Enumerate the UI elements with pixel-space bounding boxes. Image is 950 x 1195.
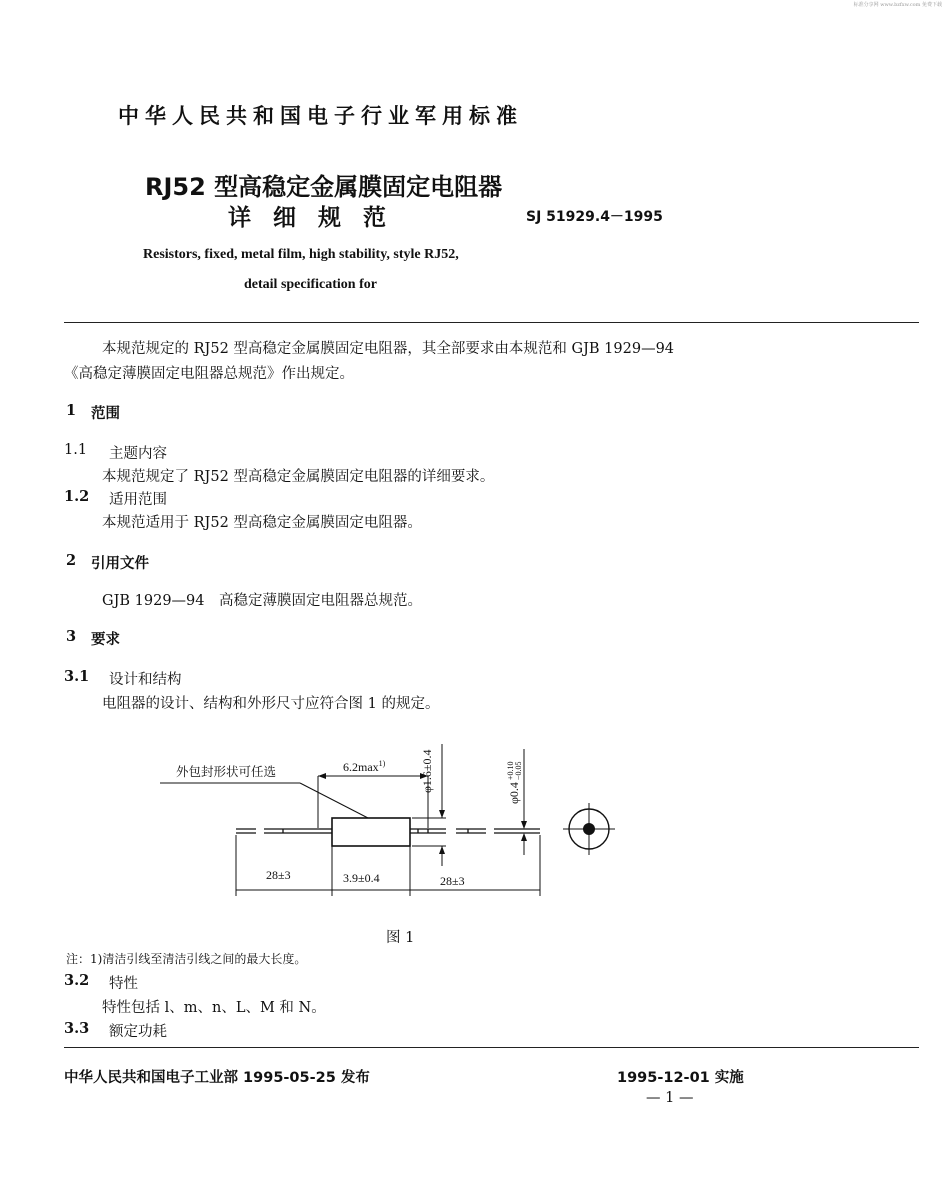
section-3-2-number: 3.2 [64, 972, 90, 989]
footer-divider [64, 1047, 919, 1048]
section-2-text: GJB 1929—94 高稳定薄膜固定电阻器总规范。 [102, 593, 423, 609]
section-3-3-title: 额定功耗 [109, 1024, 167, 1040]
english-title-line2: detail specification for [244, 277, 377, 292]
section-3-title: 要求 [91, 631, 120, 648]
section-2-title: 引用文件 [91, 555, 149, 572]
end-view-lead-dot [583, 823, 595, 835]
section-2-number: 2 [66, 552, 77, 569]
arrow-up [521, 833, 527, 841]
section-1-2-text: 本规范适用于 RJ52 型高稳定金属膜固定电阻器。 [102, 515, 422, 531]
section-3-1-number: 3.1 [64, 668, 90, 685]
section-3-1-text: 电阻器的设计、结构和外形尺寸应符合图 1 的规定。 [102, 696, 440, 712]
issuer-statement: 中华人民共和国电子工业部 1995-05-25 发布 [64, 1070, 370, 1086]
section-1-1-number: 1.1 [64, 442, 88, 458]
section-3-3-number: 3.3 [64, 1020, 90, 1037]
standard-category: 中华人民共和国电子行业军用标准 [118, 104, 523, 128]
section-3-2-text: 特性包括 l、m、n、L、M 和 N。 [102, 1000, 326, 1016]
intro-line1: 本规范规定的 RJ52 型高稳定金属膜固定电阻器，其全部要求由本规范和 GJB 1929—94 [102, 341, 675, 357]
section-1-1-text: 本规范规定了 RJ52 型高稳定金属膜固定电阻器的详细要求。 [102, 469, 495, 485]
document-code: SJ 51929.4－1995 [526, 209, 663, 225]
section-1-1-title: 主题内容 [109, 446, 167, 462]
lead-diameter-value: φ0.4 [507, 782, 521, 804]
body-diameter-label: φ1.6±0.4 [420, 749, 434, 793]
body-length-label: 3.9±0.4 [343, 871, 380, 885]
section-1-number: 1 [66, 402, 77, 419]
section-3-1-title: 设计和结构 [109, 672, 182, 688]
arrow-up [439, 846, 445, 854]
overall-length-value: 6.2max [343, 760, 379, 774]
left-lead-length-label: 28±3 [266, 868, 291, 882]
lead-tol-lower: −0.05 [514, 761, 524, 781]
page-number: — 1 — [646, 1090, 694, 1106]
arrow-down [521, 821, 527, 829]
figure-caption: 图 1 [386, 930, 415, 946]
corner-watermark: 标准分享网 www.bzfxw.com 免费下载 [853, 2, 942, 8]
intro-line2: 《高稳定薄膜固定电阻器总规范》作出规定。 [64, 366, 354, 382]
figure-note: 注：1)清洁引线至清洁引线之间的最大长度。 [66, 952, 307, 966]
resistor-body [332, 818, 410, 846]
lead-tol-upper: +0.10 [506, 761, 516, 781]
arrow-down [439, 810, 445, 818]
section-1-2-number: 1.2 [64, 488, 90, 505]
section-1-title: 范围 [91, 405, 120, 422]
section-1-2-title: 适用范围 [109, 492, 167, 508]
right-lead-length-label: 28±3 [440, 874, 465, 888]
section-3-2-title: 特性 [109, 976, 138, 992]
document-title-line1: RJ52 型高稳定金属膜固定电阻器 [145, 173, 503, 201]
effective-date: 1995-12-01 实施 [617, 1070, 744, 1086]
document-title-line2: 详细规范 [228, 205, 408, 231]
figure-callout: 外包封形状可任选 [176, 764, 277, 779]
english-title-line1: Resistors, fixed, metal film, high stability, style RJ52, [143, 247, 459, 262]
overall-length-label [343, 759, 385, 775]
lead-diameter-label [507, 762, 523, 804]
arrow-left [318, 773, 326, 779]
callout-leader-diagonal [300, 783, 368, 818]
overall-length-footnote: 1) [378, 759, 386, 768]
section-3-number: 3 [66, 628, 77, 645]
